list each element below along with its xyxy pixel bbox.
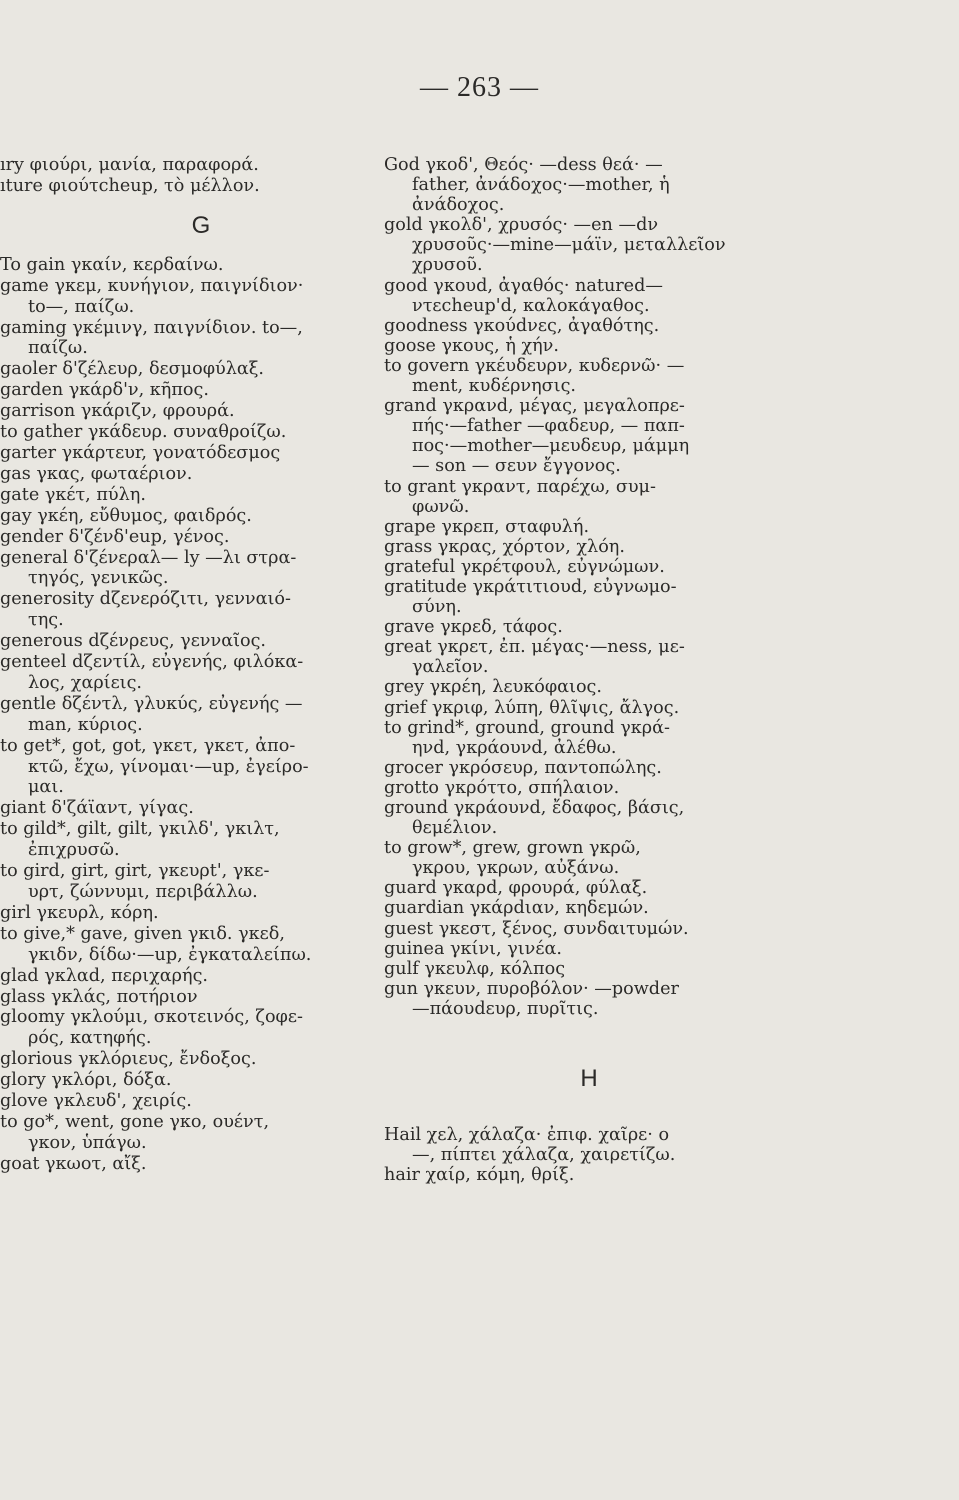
dictionary-entry-line: grocer γκρόσευρ, παντοπώλης. <box>384 757 662 778</box>
dictionary-entry-line: grey γκρέη, λευκόφαιος. <box>384 677 602 698</box>
dictionary-entry-line: genteel dζεντίλ, εὐγενής, φιλόκα- <box>0 652 304 673</box>
dictionary-entry-line: to gird, girt, girt, γκευρt', γκε- <box>0 861 270 882</box>
dictionary-entry-line: grass γκρας, χόρτον, χλόη. <box>384 536 625 557</box>
dictionary-entry-line: ρός, κατηφής. <box>28 1028 152 1049</box>
dictionary-entry-line: glad γκλαd, περιχαρής. <box>0 965 209 986</box>
dictionary-entry-line: generous dζένρευς, γενναῖος. <box>0 631 267 652</box>
dictionary-entry-line: gratitude γκράτιτιουd, εὐγνωμο- <box>384 576 677 597</box>
dictionary-entry-line: girl γκευρλ, κόρη. <box>0 902 159 923</box>
left-column <box>0 155 418 1175</box>
dictionary-entry-line: general δ'ζένεραλ— ly —λι στρα- <box>0 547 297 568</box>
dictionary-entry-line: garrison γκάριζν, φρουρά. <box>0 401 235 422</box>
dictionary-entry-line: gate γκέτ, πύλη. <box>0 484 146 505</box>
dictionary-entry-line: grape γκρεπ, σταφυλή. <box>384 516 590 537</box>
right-column <box>384 155 794 1185</box>
dictionary-entry-line: to get*, got, got, γκετ, γκετ, ἀπο- <box>0 735 296 756</box>
right-h-entries <box>384 1125 794 1185</box>
dictionary-entry-line: γαλεῖον. <box>412 657 489 678</box>
dictionary-entry-line: gay γκέη, εὔθυμος, φαιδρός. <box>0 505 252 526</box>
dictionary-entry-line: hair χαίρ, κόμη, θρίξ. <box>384 1165 575 1186</box>
dictionary-entry-line: χρυσοῦ. <box>412 255 483 276</box>
dictionary-entry-line: to govern γκέυδευρν, κυδερνῶ· — <box>384 355 685 376</box>
dictionary-entry-line: θεμέλιον. <box>412 818 498 839</box>
section-letter-g: G <box>191 211 211 239</box>
dictionary-entry-line: to gild*, gilt, gilt, γκιλδ', γκιλτ, <box>0 819 280 840</box>
dictionary-entry-line: To gain γκαίν, κερδαίνω. <box>0 254 224 275</box>
dictionary-entry-line: ηνd, γκράουνd, ἀλέθω. <box>412 737 617 758</box>
dictionary-entry-line: ντεcheup'd, καλοκάγαθος. <box>412 295 650 316</box>
dictionary-entry-line: gulf γκευλφ, κόλπος <box>384 958 566 979</box>
dictionary-entry-line: gas γκας, φωταέριον. <box>0 463 193 484</box>
dictionary-entry-line: gun γκευν, πυροβόλον· —powder <box>384 978 679 999</box>
dictionary-entry-line: σύνη. <box>412 597 462 618</box>
dictionary-entry-line: —πάουdευρ, πυρῖτις. <box>412 998 599 1019</box>
dictionary-entry-line: ment, κυδέρνησις. <box>412 376 577 397</box>
dictionary-entry-line: πος·—mother—μευδευρ, μάμμη <box>412 436 690 457</box>
dictionary-entry-line: great γκρετ, ἐπ. μέγας·—ness, με- <box>384 637 685 658</box>
dictionary-entry-line: God γκοδ', Θεός· —dess θεά· — <box>384 155 663 175</box>
left-top-entries <box>0 155 418 197</box>
dictionary-entry-line: glorious γκλόριευς, ἔνδοξος. <box>0 1049 257 1070</box>
dictionary-entry-line: — son — σευν ἔγγονος. <box>412 456 621 477</box>
dictionary-entry-line: grand γκρανd, μέγας, μεγαλοπρε- <box>384 396 685 417</box>
dictionary-entry-line: ἀνάδοχος. <box>412 195 505 216</box>
dictionary-entry-line: glove γκλευδ', χειρίς. <box>0 1091 192 1112</box>
dictionary-entry-line: goat γκωοτ, αἴξ. <box>0 1153 147 1174</box>
dictionary-entry-line: man, κύριος. <box>28 714 143 735</box>
dictionary-entry-line: guinea γκίνι, γινέα. <box>384 938 562 959</box>
dictionary-entry-line: της. <box>28 610 64 631</box>
dictionary-entry-line: gentle δζέντλ, γλυκύς, εὐγενής — <box>0 693 303 714</box>
dictionary-entry-line: gaming γκέμινγ, παιγνίδιον. to—, <box>0 317 303 338</box>
dictionary-entry-line: grief γκριφ, λύπη, θλῖψις, ἄλγος. <box>384 697 680 718</box>
dictionary-entry-line: game γκεμ, κυνήγιον, παιγνίδιον· <box>0 275 304 296</box>
dictionary-entry-line: ıry φιούρι, μανία, παραφορά. <box>0 155 259 175</box>
dictionary-entry-line: giant δ'ζάϊαντ, γίγας. <box>0 798 194 819</box>
dictionary-entry-line: to—, παίζω. <box>28 296 135 317</box>
dictionary-entry-line: gaoler δ'ζέλευρ, δεσμοφύλαξ. <box>0 359 265 380</box>
dictionary-entry-line: υρτ, ζώννυμι, περιβάλλω. <box>28 882 258 902</box>
dictionary-entry-line: glory γκλόρι, δόξα. <box>0 1070 172 1091</box>
right-entries <box>384 155 794 1019</box>
dictionary-entry-line: father, ἀνάδοχος·—mother, ἡ <box>412 175 670 196</box>
dictionary-entry-line: generosity dζενερόζιτι, γενναιό- <box>0 589 291 610</box>
dictionary-entry-line: πής·—father —φαδευρ, — παπ- <box>412 416 685 437</box>
page-number: — 263 — <box>420 72 539 103</box>
left-entries <box>0 255 418 1175</box>
dictionary-entry-line: to gather γκάδευρ. συναθροίζω. <box>0 422 287 443</box>
dictionary-entry-line: guest γκεστ, ξένος, συνδαιτυμών. <box>384 918 689 939</box>
dictionary-entry-line: λος, χαρίεις. <box>28 672 143 693</box>
dictionary-entry-line: goodness γκούdνες, ἀγαθότης. <box>384 315 660 336</box>
dictionary-entry-line: —, πίπτει χάλαζα, χαιρετίζω. <box>412 1145 676 1166</box>
dictionary-entry-line: grave γκρεδ, τάφος. <box>384 617 563 638</box>
dictionary-entry-line: garden γκάρδ'ν, κῆπος. <box>0 380 209 401</box>
dictionary-entry-line: χρυσοῦς·—mine—μάϊν, μεταλλεῖον <box>412 235 726 256</box>
dictionary-entry-line: γκιδν, δίδω·—up, ἐγκαταλείπω. <box>28 944 312 965</box>
dictionary-entry-line: gender δ'ζένδ'eup, γένος. <box>0 526 230 547</box>
dictionary-entry-line: to grow*, grew, grown γκρῶ, <box>384 838 641 859</box>
dictionary-entry-line: μαι. <box>28 777 64 798</box>
dictionary-entry-line: gold γκολδ', χρυσός· —en —dν <box>384 215 659 236</box>
dictionary-entry-line: to grind*, ground, ground γκρά- <box>384 717 670 738</box>
dictionary-entry-line: κτῶ, ἔχω, γίνομαι·—up, ἐγείρο- <box>28 756 309 777</box>
dictionary-entry-line: ground γκράουνd, ἔδαφος, βάσις, <box>384 798 685 818</box>
dictionary-entry-line: guard γκαρd, φρουρά, φύλαξ. <box>384 878 648 899</box>
dictionary-entry-line: grateful γκρέτφουλ, εὐγνώμων. <box>384 556 665 577</box>
dictionary-entry-line: ἐπιχρυσῶ. <box>28 840 120 861</box>
dictionary-entry-line: ıture φιούτcheup, τὸ μέλλον. <box>0 175 260 196</box>
dictionary-entry-line: goose γκους, ἡ χήν. <box>384 335 559 356</box>
dictionary-entry-line: garter γκάρτευr, γονατόδεσμος <box>0 442 281 463</box>
dictionary-entry-line: glass γκλάς, ποτήριον <box>0 986 198 1007</box>
dictionary-entry-line: παίζω. <box>28 338 88 359</box>
dictionary-entry-line: to go*, went, gone γκο, ουέντ, <box>0 1111 270 1132</box>
dictionary-entry-line: to grant γκραντ, παρέχω, συμ- <box>384 476 656 497</box>
dictionary-entry-line: φωνῶ. <box>412 496 470 517</box>
dictionary-entry-line: good γκουd, ἀγαθός· natured— <box>384 275 663 296</box>
section-letter-h: H <box>580 1065 598 1093</box>
dictionary-entry-line: gloomy γκλούμι, σκοτεινός, ζοφε- <box>0 1007 303 1028</box>
dictionary-entry-line: γκρου, γκρων, αὐξάνω. <box>412 858 620 879</box>
dictionary-entry-line: guardian γκάρdιαν, κηδεμών. <box>384 898 649 919</box>
dictionary-entry-line: τηγός, γενικῶς. <box>28 568 169 589</box>
dictionary-entry-line: Hail χελ, χάλαζα· ἐπιφ. χαῖρε· o <box>384 1125 670 1146</box>
dictionary-entry-line: to give,* gave, given γκιδ. γκεδ, <box>0 923 285 944</box>
dictionary-entry-line: γκον, ὑπάγω. <box>28 1132 147 1153</box>
dictionary-entry-line: grotto γκρόττο, σπήλαιον. <box>384 777 620 798</box>
